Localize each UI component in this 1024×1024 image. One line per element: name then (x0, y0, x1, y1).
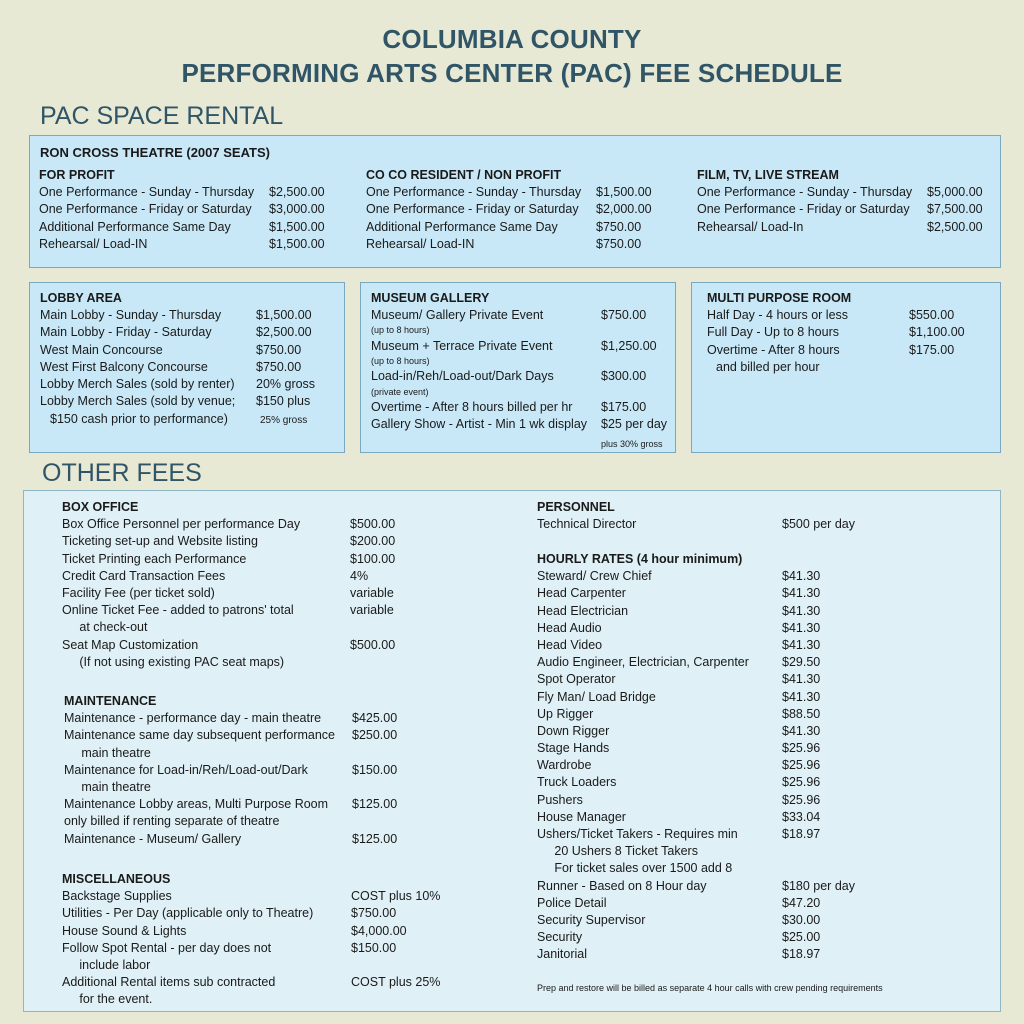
title-line-2: PERFORMING ARTS CENTER (PAC) FEE SCHEDULE (181, 58, 843, 88)
misc-row-label: include labor (62, 957, 151, 972)
box-office-row-label: Ticket Printing each Performance (62, 551, 247, 566)
title-line-1: COLUMBIA COUNTY (382, 24, 642, 54)
hourly-row-value: $41.30 (782, 672, 821, 687)
multi-cont: and billed per hour (716, 360, 820, 374)
museum-r4-value: $175.00 (601, 400, 647, 414)
for-profit-row-value: $3,000.00 (269, 202, 325, 217)
hourly-row-value: $41.30 (782, 586, 821, 601)
box-office-row-label: at check-out (62, 620, 148, 635)
museum-r5-value: $25 per day (601, 417, 668, 431)
maintenance-row-label: Maintenance Lobby areas, Multi Purpose Room (64, 797, 329, 812)
museum-title: MUSEUM GALLERY (371, 291, 490, 305)
box-office-row-value: $100.00 (350, 551, 396, 566)
hourly-row-label: Spot Operator (537, 672, 616, 687)
resident-row-label: Additional Performance Same Day (366, 219, 558, 234)
film-row-label: One Performance - Sunday - Thursday (697, 185, 913, 200)
hourly-row-label: Up Rigger (537, 706, 594, 721)
film-section (697, 167, 997, 236)
hourly-title: HOURLY RATES (4 hour minimum) (537, 552, 743, 566)
box-office-row (62, 619, 482, 636)
hourly-row-label: Head Video (537, 637, 603, 652)
box-office-row-value: $500.00 (350, 637, 396, 652)
hourly-row-value: $41.30 (782, 723, 821, 738)
lobby-row-label: Main Lobby - Friday - Saturday (40, 325, 212, 340)
hourly-row-value: $33.04 (782, 809, 821, 824)
hourly-section (537, 551, 977, 964)
lobby-section (40, 290, 340, 410)
misc-row-value: COST plus 25% (351, 975, 441, 990)
maintenance-row-label: Maintenance - Museum/ Gallery (64, 831, 242, 846)
misc-section (62, 871, 482, 1009)
hourly-row-label: Pushers (537, 792, 583, 807)
museum-r4-label: Overtime - After 8 hours billed per hr (371, 400, 573, 414)
film-row-value: $2,500.00 (927, 219, 983, 234)
film-row-value: $7,500.00 (927, 202, 983, 217)
personnel-row-value: $500 per day (782, 517, 855, 532)
resident-row (366, 201, 666, 218)
museum-r3-label: Load-in/Reh/Load-out/Dark Days (371, 369, 554, 383)
hourly-row-label: Runner - Based on 8 Hour day (537, 878, 707, 893)
hourly-row (537, 706, 977, 723)
lobby-last-label: $150 cash prior to performance) (50, 412, 228, 426)
maintenance-row (64, 796, 484, 813)
hourly-row-label: Head Audio (537, 620, 602, 635)
box-office-row-label: Online Ticket Fee - added to patrons' total (62, 603, 294, 618)
museum-r3-note: (private event) (371, 387, 429, 397)
for-profit-row-value: $1,500.00 (269, 236, 325, 251)
box-office-row (62, 568, 482, 585)
maintenance-row (64, 779, 484, 796)
maintenance-row-label: main theatre (64, 779, 151, 794)
hourly-row (537, 654, 977, 671)
misc-row (62, 957, 482, 974)
hourly-row (537, 740, 977, 757)
hourly-row-label: Head Electrician (537, 603, 629, 618)
hourly-row (537, 860, 977, 877)
box-office-section (62, 499, 482, 671)
hourly-row-value: $41.30 (782, 569, 821, 584)
hourly-row (537, 809, 977, 826)
misc-title: MISCELLANEOUS (62, 872, 171, 886)
museum-r1-label: Museum/ Gallery Private Event (371, 308, 544, 322)
hourly-row-value: $18.97 (782, 947, 821, 962)
hourly-row-label: Security (537, 930, 583, 945)
lobby-row (40, 393, 340, 410)
hourly-row (537, 774, 977, 791)
hourly-row-value: $25.96 (782, 792, 821, 807)
hourly-row-value: $25.96 (782, 775, 821, 790)
film-row (697, 219, 997, 236)
resident-row (366, 236, 666, 253)
misc-row-value: $4,000.00 (351, 923, 407, 938)
resident-row-value: $1,500.00 (596, 185, 652, 200)
maintenance-row-value: $150.00 (352, 762, 398, 777)
hourly-row (537, 620, 977, 637)
maintenance-row (64, 813, 484, 830)
lobby-row-value: $750.00 (256, 342, 302, 357)
hourly-row-label: House Manager (537, 809, 626, 824)
multi-row-label: Half Day - 4 hours or less (707, 308, 849, 323)
maintenance-row-value: $250.00 (352, 728, 398, 743)
hourly-row (537, 912, 977, 929)
box-office-row-value: 4% (350, 568, 369, 583)
lobby-row-label: Lobby Merch Sales (sold by venue; (40, 394, 236, 409)
hourly-row-value: $25.00 (782, 930, 821, 945)
misc-row-label: for the event. (62, 992, 153, 1007)
hourly-row-label: Ushers/Ticket Takers - Requires min (537, 827, 738, 841)
multi-row-value: $1,100.00 (909, 325, 965, 340)
misc-row-label: House Sound & Lights (62, 923, 187, 938)
lobby-title: LOBBY AREA (40, 291, 122, 305)
misc-row-label: Additional Rental items sub contracted (62, 975, 276, 990)
resident-row (366, 219, 666, 236)
for-profit-row-label: One Performance - Sunday - Thursday (39, 185, 255, 200)
personnel-row-label: Technical Director (537, 517, 637, 532)
hourly-row-label: Security Supervisor (537, 912, 646, 927)
lobby-row-value: $2,500.00 (256, 325, 312, 340)
film-row-label: Rehearsal/ Load-In (697, 219, 804, 234)
hourly-row (537, 603, 977, 620)
for-profit-row-value: $2,500.00 (269, 185, 325, 200)
personnel-section (537, 499, 977, 533)
hourly-row (537, 689, 977, 706)
lobby-row (40, 342, 340, 359)
resident-row-value: $2,000.00 (596, 202, 652, 217)
for-profit-row-label: Rehearsal/ Load-IN (39, 236, 148, 251)
lobby-row (40, 324, 340, 341)
hourly-row (537, 585, 977, 602)
museum-r2-label: Museum + Terrace Private Event (371, 339, 553, 353)
resident-title: CO CO RESIDENT / NON PROFIT (366, 168, 562, 182)
multi-row-value: $550.00 (909, 308, 955, 323)
hourly-row-label: Down Rigger (537, 723, 610, 738)
maintenance-row (64, 831, 484, 848)
hourly-row-value: $41.30 (782, 620, 821, 635)
hourly-row-value: $30.00 (782, 912, 821, 927)
space-rental-heading: PAC SPACE RENTAL (40, 102, 284, 130)
misc-row-label: Backstage Supplies (62, 889, 172, 904)
box-office-row-label: Seat Map Customization (62, 637, 199, 652)
theatre-title: RON CROSS THEATRE (2007 SEATS) (40, 145, 270, 160)
maintenance-title: MAINTENANCE (64, 694, 157, 708)
museum-r3-value: $300.00 (601, 369, 647, 383)
other-fees-heading: OTHER FEES (42, 459, 202, 487)
maintenance-row-label: Maintenance - performance day - main theatre (64, 711, 322, 726)
hourly-row-label: Steward/ Crew Chief (537, 569, 652, 584)
maintenance-row-label: Maintenance for Load-in/Reh/Load-out/Dark (64, 762, 308, 777)
maintenance-section (64, 693, 484, 848)
hourly-row-label: Wardrobe (537, 758, 592, 773)
box-office-row-value: variable (350, 585, 394, 600)
personnel-row (537, 516, 977, 533)
box-office-row-label: Facility Fee (per ticket sold) (62, 585, 215, 600)
museum-r1-value: $750.00 (601, 308, 647, 322)
hourly-row-label: Head Carpenter (537, 586, 626, 601)
lobby-row (40, 376, 340, 393)
hourly-row-value: $180 per day (782, 878, 855, 893)
box-office-row (62, 533, 482, 550)
hourly-row-label: For ticket sales over 1500 add 8 (537, 861, 733, 876)
maintenance-row-value: $125.00 (352, 797, 398, 812)
for-profit-row (39, 184, 339, 201)
multi-section (707, 290, 997, 359)
box-office-row (62, 654, 482, 671)
hourly-row (537, 723, 977, 740)
hourly-row (537, 843, 977, 860)
box-office-row-label: Credit Card Transaction Fees (62, 568, 226, 583)
hourly-row (537, 757, 977, 774)
maintenance-row-value: $125.00 (352, 831, 398, 846)
lobby-row (40, 307, 340, 324)
lobby-row-label: Main Lobby - Sunday - Thursday (40, 308, 222, 323)
box-office-row (62, 551, 482, 568)
hourly-row-label: Audio Engineer, Electrician, Carpenter (537, 655, 749, 670)
maintenance-row (64, 727, 484, 744)
hourly-row (537, 878, 977, 895)
museum-r5-note: plus 30% gross (601, 439, 663, 449)
film-row-label: One Performance - Friday or Saturday (697, 202, 910, 217)
hourly-row-value: $41.30 (782, 603, 821, 618)
hourly-row-value: $47.20 (782, 895, 821, 910)
maintenance-row-label: only billed if renting separate of theatre (64, 814, 280, 829)
museum-r2-note: (up to 8 hours) (371, 356, 430, 366)
maintenance-row (64, 745, 484, 762)
hourly-row-value: $41.30 (782, 689, 821, 704)
box-office-row (62, 602, 482, 619)
hourly-row-value: $18.97 (782, 827, 821, 841)
box-office-row-value: $500.00 (350, 517, 396, 532)
maintenance-row (64, 762, 484, 779)
box-office-row-label: (If not using existing PAC seat maps) (62, 654, 285, 669)
maintenance-row-value: $425.00 (352, 711, 398, 726)
hourly-row (537, 895, 977, 912)
hourly-row (537, 792, 977, 809)
hourly-row-label: Janitorial (537, 947, 588, 962)
hourly-row-label: 20 Ushers 8 Ticket Takers (537, 844, 698, 859)
museum-r1-note: (up to 8 hours) (371, 325, 430, 335)
lobby-last-value: 25% gross (260, 415, 308, 426)
multi-row-label: Overtime - After 8 hours (707, 342, 840, 357)
misc-row (62, 991, 482, 1008)
misc-row-value: $750.00 (351, 906, 397, 921)
box-office-row-value: variable (350, 603, 394, 618)
for-profit-section (39, 167, 339, 253)
box-office-row (62, 516, 482, 533)
lobby-row-label: West Main Concourse (40, 342, 163, 357)
misc-row (62, 923, 482, 940)
hourly-row-label: Police Detail (537, 895, 607, 910)
film-row (697, 201, 997, 218)
lobby-row-value: 20% gross (256, 376, 316, 391)
museum-r5-label: Gallery Show - Artist - Min 1 wk display (371, 417, 588, 431)
museum-r2-value: $1,250.00 (601, 339, 657, 353)
multi-row-label: Full Day - Up to 8 hours (707, 325, 839, 340)
hourly-row-value: $25.96 (782, 741, 821, 756)
for-profit-row-label: Additional Performance Same Day (39, 219, 231, 234)
maintenance-row-label: Maintenance same day subsequent performance (64, 728, 335, 743)
maintenance-row-label: main theatre (64, 745, 151, 760)
multi-row-value: $175.00 (909, 342, 955, 357)
hourly-footnote: Prep and restore will be billed as separate 4 hour calls with crew pending requirements (537, 983, 883, 993)
box-office-row-label: Ticketing set-up and Website listing (62, 534, 258, 549)
multi-row (707, 324, 997, 341)
lobby-row-label: West First Balcony Concourse (40, 359, 208, 374)
misc-row-label: Utilities - Per Day (applicable only to Theatre) (62, 906, 314, 921)
box-office-title: BOX OFFICE (62, 500, 139, 514)
hourly-row-label: Stage Hands (537, 741, 610, 756)
misc-row-label: Follow Spot Rental - per day does not (62, 940, 272, 955)
film-title: FILM, TV, LIVE STREAM (697, 168, 839, 182)
lobby-row-label: Lobby Merch Sales (sold by renter) (40, 376, 235, 391)
misc-row (62, 888, 482, 905)
multi-title: MULTI PURPOSE ROOM (707, 291, 852, 305)
for-profit-row (39, 201, 339, 218)
box-office-row (62, 637, 482, 654)
hourly-row (537, 826, 977, 843)
hourly-row-value: $29.50 (782, 655, 821, 670)
misc-row (62, 974, 482, 991)
hourly-row (537, 946, 977, 963)
misc-row-value: $150.00 (351, 940, 397, 955)
resident-section (366, 167, 666, 253)
box-office-row-label: Box Office Personnel per performance Day (62, 517, 301, 532)
resident-row (366, 184, 666, 201)
hourly-row-label: Truck Loaders (537, 775, 617, 790)
misc-row (62, 905, 482, 922)
hourly-row-value: $41.30 (782, 637, 821, 652)
for-profit-title: FOR PROFIT (39, 168, 115, 182)
hourly-row (537, 929, 977, 946)
box-office-row (62, 585, 482, 602)
lobby-row-value: $750.00 (256, 359, 302, 374)
resident-row-label: One Performance - Friday or Saturday (366, 202, 579, 217)
resident-row-value: $750.00 (596, 236, 642, 251)
lobby-row (40, 359, 340, 376)
lobby-row-value: $1,500.00 (256, 308, 312, 323)
lobby-row-value: $150 plus (256, 394, 311, 409)
film-row-value: $5,000.00 (927, 185, 983, 200)
resident-row-label: Rehearsal/ Load-IN (366, 236, 475, 251)
hourly-row-label: Fly Man/ Load Bridge (537, 689, 656, 704)
film-row (697, 184, 997, 201)
hourly-row (537, 568, 977, 585)
hourly-row-value: $88.50 (782, 706, 821, 721)
for-profit-row (39, 236, 339, 253)
multi-row (707, 307, 997, 324)
multi-row (707, 342, 997, 359)
resident-row-value: $750.00 (596, 219, 642, 234)
hourly-row-value: $25.96 (782, 758, 821, 773)
hourly-row (537, 671, 977, 688)
misc-row-value: COST plus 10% (351, 889, 441, 904)
maintenance-row (64, 710, 484, 727)
resident-row-label: One Performance - Sunday - Thursday (366, 185, 582, 200)
for-profit-row (39, 219, 339, 236)
for-profit-row-value: $1,500.00 (269, 219, 325, 234)
box-office-row-value: $200.00 (350, 534, 396, 549)
misc-row (62, 940, 482, 957)
hourly-row (537, 637, 977, 654)
for-profit-row-label: One Performance - Friday or Saturday (39, 202, 252, 217)
personnel-title: PERSONNEL (537, 500, 615, 514)
